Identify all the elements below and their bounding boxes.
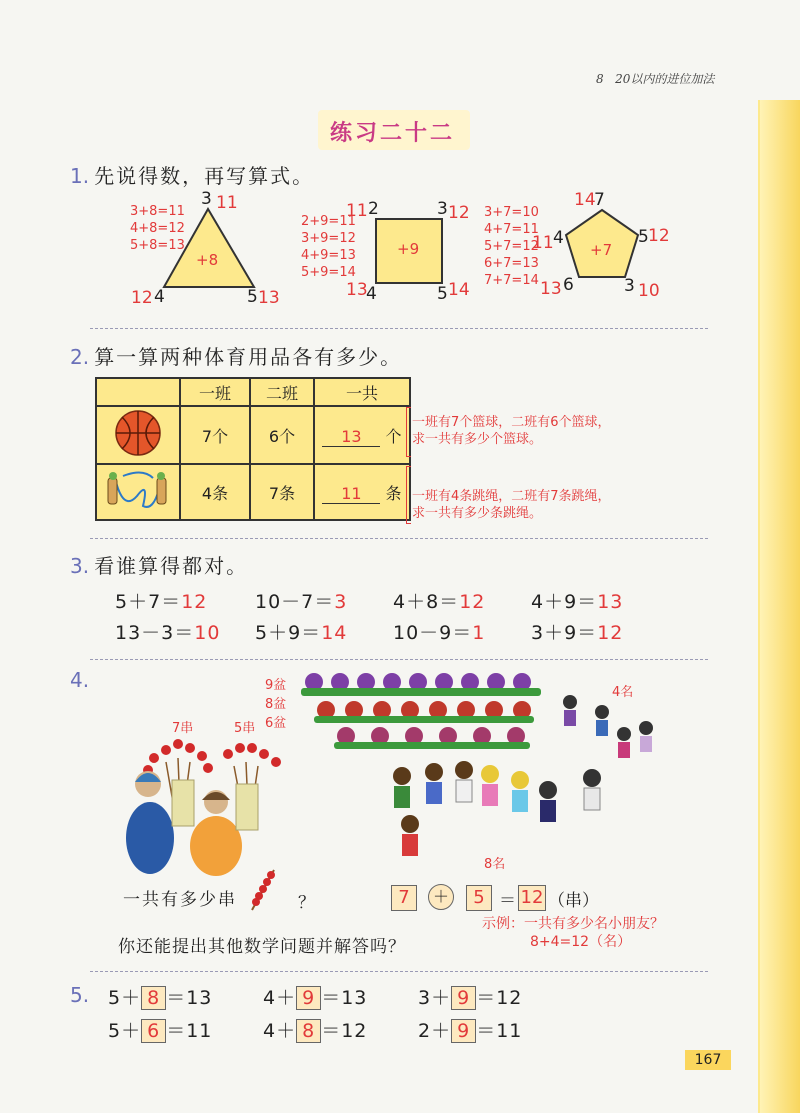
- q5-item: [418, 983, 522, 1010]
- note-line: 求一共有多少个篮球。: [412, 432, 543, 447]
- sq-tr-ans: 12: [448, 203, 470, 223]
- sq-bl: 4: [366, 284, 377, 304]
- pentagon-equations: [484, 204, 539, 289]
- sq-tl: 2: [368, 199, 379, 219]
- example-question: 示例：一共有多少名小朋友？: [482, 916, 664, 932]
- expr: 2＋: [418, 1020, 452, 1042]
- q3-item: [255, 618, 347, 645]
- kids-illustration: [380, 690, 680, 876]
- page-title: 练习二十二: [330, 121, 456, 146]
- triangle-center: +8: [196, 251, 219, 269]
- note-basketball: [412, 414, 611, 448]
- sq-tl-ans: 11: [346, 201, 368, 221]
- pent-eq: 3+7=10: [484, 205, 539, 220]
- table-cell: 4条: [180, 464, 250, 520]
- expr: ＝13: [166, 987, 213, 1009]
- answer-basketball: 13: [322, 427, 380, 447]
- answer-jumprope: 11: [322, 484, 380, 504]
- q3-number: 3.: [70, 554, 90, 578]
- pent-left-ans: 11: [532, 233, 554, 253]
- q3-item: [531, 587, 623, 614]
- tri-left-ans: 12: [131, 288, 153, 308]
- answer-box: 12: [518, 885, 546, 911]
- q4-number: 4.: [70, 668, 90, 692]
- q3-item: [115, 587, 207, 614]
- triangle-shape: [160, 205, 260, 290]
- expr: 4＋9＝: [531, 591, 598, 613]
- example-answer: 8+4=12（名）: [530, 934, 632, 950]
- pent-br: 3: [624, 276, 635, 296]
- skewer-label-5: 5串: [234, 721, 256, 736]
- q1-heading: [70, 160, 314, 189]
- expr: 3＋9＝: [531, 622, 598, 644]
- expr: ＝12: [476, 987, 523, 1009]
- q1-number: 1.: [70, 164, 90, 188]
- expr: ＝11: [476, 1020, 523, 1042]
- answer-box: 9: [451, 1019, 476, 1043]
- pent-eq: 4+7=11: [484, 222, 539, 237]
- chapter-number: 8: [596, 72, 604, 86]
- expr: 13－3＝: [115, 622, 195, 644]
- expr: ＝11: [166, 1020, 213, 1042]
- tri-left: 4: [154, 287, 165, 307]
- q2-heading: [70, 341, 402, 370]
- sq-bl-ans: 13: [346, 280, 368, 300]
- expr: 4＋8＝: [393, 591, 460, 613]
- pent-top-ans: 14: [574, 190, 596, 210]
- q5-item: [108, 1016, 212, 1043]
- table-cell: [314, 406, 410, 464]
- q2-number: 2.: [70, 345, 90, 369]
- skewer-label-7: 7串: [172, 721, 194, 736]
- answer-box: 9: [451, 986, 476, 1010]
- pentagon-center: +7: [590, 241, 613, 259]
- chapter-header: [596, 70, 714, 87]
- tri-eq: 5+8=13: [130, 238, 185, 253]
- q4-question: 一共有多少串: [123, 890, 237, 910]
- answer-box: 8: [296, 1019, 321, 1043]
- expr: 5＋: [108, 987, 142, 1009]
- tri-right-ans: 13: [258, 288, 280, 308]
- jumprope-image: [96, 464, 180, 520]
- bracket: [406, 466, 411, 524]
- sq-tr: 3: [437, 199, 448, 219]
- expr: 10－9＝: [393, 622, 473, 644]
- square-equations: [301, 213, 356, 281]
- q2-text: 算一算两种体育用品各有多少。: [94, 345, 403, 369]
- header-total: 一共: [314, 378, 410, 406]
- skewer-icon: [248, 866, 278, 914]
- expr: 3＋: [418, 987, 452, 1009]
- pent-bl: 6: [563, 275, 574, 295]
- expr: ＝13: [321, 987, 368, 1009]
- expr: 5＋9＝: [255, 622, 322, 644]
- table-cell: 6个: [250, 406, 314, 464]
- vendors-illustration: [118, 728, 298, 876]
- expr: 4＋: [263, 987, 297, 1009]
- q5-item: [108, 983, 212, 1010]
- answer-box: 7: [391, 885, 417, 911]
- note-line: 求一共有多少条跳绳。: [412, 506, 543, 521]
- unit: 条: [385, 483, 402, 503]
- q5-item: [418, 1016, 522, 1043]
- basketball-image: [96, 406, 180, 464]
- expr: 10－7＝: [255, 591, 335, 613]
- q1-text: 先说得数，再写算式。: [94, 164, 315, 188]
- pent-right: 5: [638, 227, 649, 247]
- q3-text: 看谁算得都对。: [94, 554, 249, 578]
- sq-br-ans: 14: [448, 280, 470, 300]
- q5-number: 5.: [70, 983, 90, 1007]
- q3-item: [531, 618, 623, 645]
- page-edge: [760, 100, 800, 1113]
- divider: [90, 659, 708, 660]
- tri-top: 3: [201, 189, 212, 209]
- sq-br: 5: [437, 284, 448, 304]
- pent-eq: 6+7=13: [484, 256, 539, 271]
- question-mark: ？: [298, 893, 315, 913]
- kids-label-4: 4名: [612, 685, 634, 700]
- expr: 4＋: [263, 1020, 297, 1042]
- q3-item: [255, 587, 347, 614]
- tri-eq: 3+8=11: [130, 204, 185, 219]
- answer: 3: [334, 591, 348, 613]
- answer-box: 5: [466, 885, 492, 911]
- answer: 13: [597, 591, 624, 613]
- tri-eq: 4+8=12: [130, 221, 185, 236]
- square-center: +9: [397, 240, 420, 258]
- flower-labels: [265, 676, 286, 733]
- q3-heading: [70, 550, 248, 579]
- expr: 5＋: [108, 1020, 142, 1042]
- flower-label: 6盆: [265, 716, 287, 731]
- sq-eq: 3+9=12: [301, 231, 356, 246]
- kids-label-8: 8名: [484, 857, 506, 872]
- answer: 10: [194, 622, 221, 644]
- tri-right: 5: [247, 287, 258, 307]
- pent-left: 4: [553, 228, 564, 248]
- answer: 1: [472, 622, 486, 644]
- header-class2: 二班: [250, 378, 314, 406]
- q3-item: [393, 618, 485, 645]
- note-line: 一班有4条跳绳，二班有7条跳绳，: [412, 489, 611, 504]
- sports-table: [95, 377, 411, 521]
- unit-label: （串）: [548, 891, 599, 911]
- operator-circle: ＋: [428, 884, 454, 910]
- q4-followup: 你还能提出其他数学问题并解答吗？: [118, 937, 406, 957]
- q5-item: [263, 1016, 367, 1043]
- q3-item: [115, 618, 220, 645]
- q5-item: [263, 983, 367, 1010]
- note-line: 一班有7个篮球，二班有6个篮球，: [412, 415, 611, 430]
- pent-top: 7: [594, 190, 605, 210]
- table-cell: 7个: [180, 406, 250, 464]
- pent-right-ans: 12: [648, 226, 670, 246]
- unit: 个: [385, 426, 402, 446]
- jump-rope-icon: [103, 466, 173, 514]
- pent-br-ans: 10: [638, 281, 660, 301]
- answer: 12: [459, 591, 486, 613]
- divider: [90, 971, 708, 972]
- table-corner: [96, 378, 180, 406]
- sq-eq: 2+9=11: [301, 214, 356, 229]
- table-cell: 7条: [250, 464, 314, 520]
- header-class1: 一班: [180, 378, 250, 406]
- pent-eq: 7+7=14: [484, 273, 539, 288]
- sq-eq: 5+9=14: [301, 265, 356, 280]
- answer: 14: [321, 622, 348, 644]
- answer: 12: [181, 591, 208, 613]
- note-jumprope: [412, 488, 611, 522]
- pent-eq: 5+7=12: [484, 239, 539, 254]
- answer-box: 8: [141, 986, 166, 1010]
- basketball-icon: [110, 408, 166, 458]
- flower-label: 9盆: [265, 678, 287, 693]
- answer-box: 6: [141, 1019, 166, 1043]
- divider: [90, 328, 708, 329]
- sq-eq: 4+9=13: [301, 248, 356, 263]
- equals-sign: ＝: [499, 891, 516, 911]
- table-cell: [314, 464, 410, 520]
- page-number: 167: [685, 1050, 731, 1070]
- expr: ＝12: [321, 1020, 368, 1042]
- divider: [90, 538, 708, 539]
- chapter-title: 20以内的进位加法: [615, 72, 715, 86]
- q3-item: [393, 587, 485, 614]
- answer: 12: [597, 622, 624, 644]
- answer-box: 9: [296, 986, 321, 1010]
- expr: 5＋7＝: [115, 591, 182, 613]
- tri-top-ans: 11: [216, 193, 238, 213]
- flower-label: 8盆: [265, 697, 287, 712]
- pent-bl-ans: 13: [540, 279, 562, 299]
- bracket: [406, 407, 411, 457]
